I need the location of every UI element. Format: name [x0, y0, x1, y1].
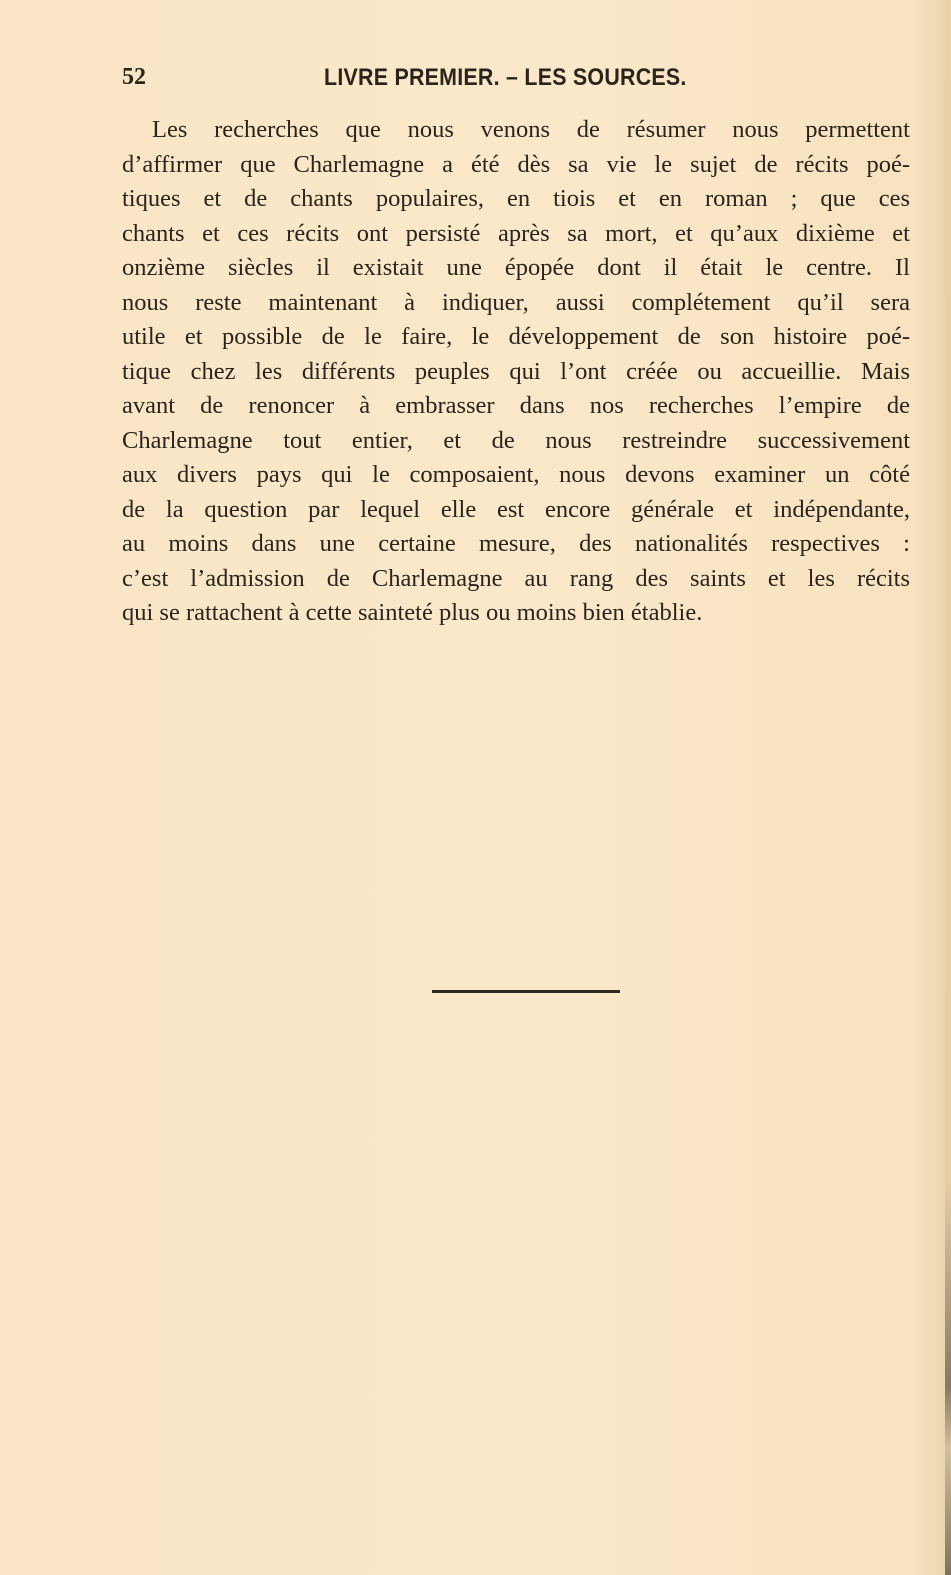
text-line: utile et possible de le faire, le développement de son histoire poé- [122, 323, 910, 350]
page-edge-shadow [945, 0, 951, 1575]
text-line: avant de renoncer à embrasser dans nos recherches l’empire de [122, 392, 910, 419]
section-divider-rule [432, 990, 620, 993]
text-line: au moins dans une certaine mesure, des nationalités respectives : [122, 530, 910, 557]
text-line: tiques et de chants populaires, en tiois et en roman ; que ces [122, 185, 910, 212]
running-head [122, 64, 842, 98]
text-line: d’affirmer que Charlemagne a été dès sa vie le sujet de récits poé- [122, 150, 910, 178]
page-number: 52 [122, 64, 146, 90]
text-line: nous reste maintenant à indiquer, aussi complétement qu’il sera [122, 288, 910, 316]
text-line: de la question par lequel elle est encore générale et indépendante, [122, 495, 910, 523]
text-line: aux divers pays qui le composaient, nous devons examiner un côté [122, 461, 910, 488]
text-line: c’est l’admission de Charlemagne au rang des saints et les récits [122, 564, 910, 592]
text-line: qui se rattachent à cette sainteté plus ou moins bien établie. [122, 599, 703, 626]
body-paragraph [122, 113, 910, 631]
text-line: chants et ces récits ont persisté après sa mort, et qu’aux dixième et [122, 219, 910, 247]
text-line: Les recherches que nous venons de résumer nous permettent [152, 116, 910, 143]
text-line: Charlemagne tout entier, et de nous restreindre successivement [122, 426, 910, 454]
running-head-title: LIVRE PREMIER. – LES SOURCES. [324, 64, 687, 91]
text-line: tique chez les différents peuples qui l’ont créée ou accueillie. Mais [122, 357, 910, 385]
text-line: onzième siècles il existait une épopée dont il était le centre. Il [122, 254, 910, 281]
